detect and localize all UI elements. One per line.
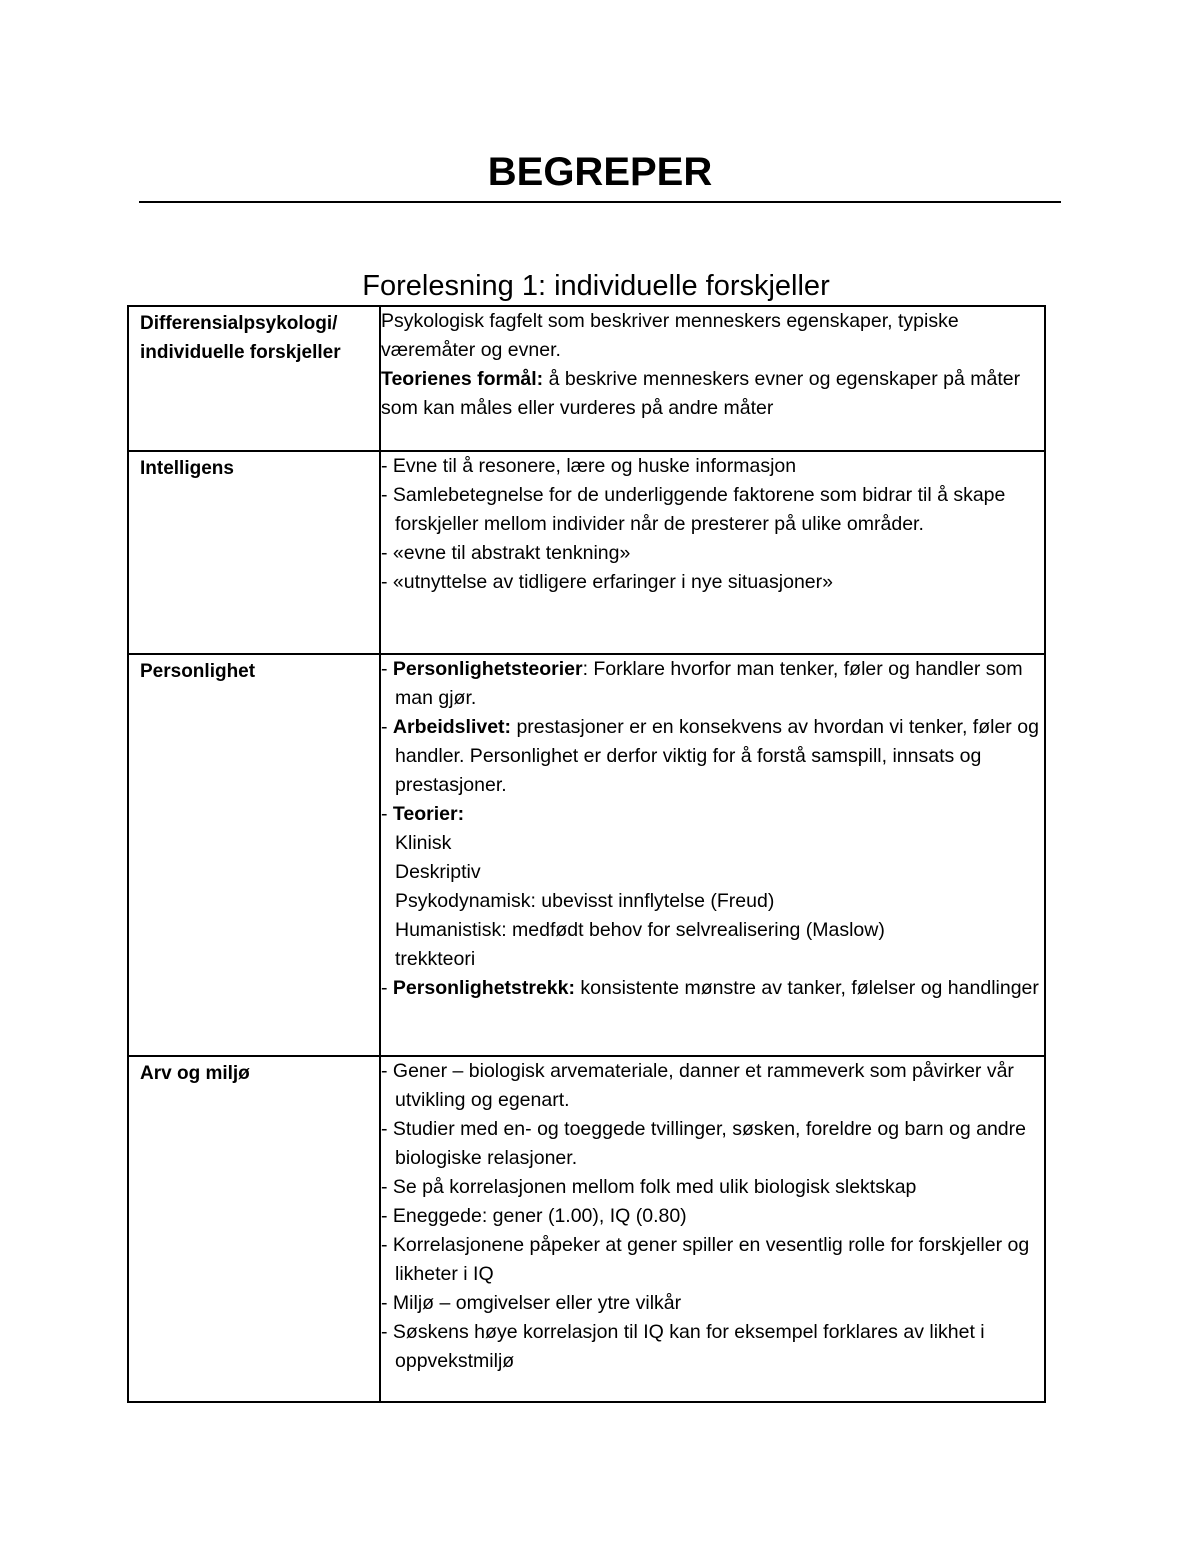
definition-cell (380, 306, 1045, 451)
term-label: Personlighet (140, 661, 256, 682)
definition-cell (380, 451, 1045, 654)
document-title: BEGREPER (487, 150, 713, 194)
definition-text: å beskrive menneskers evner og egenskaper på måter som kan måles eller vurderes på andre måter (381, 368, 1021, 419)
title-underline (139, 201, 1061, 203)
bullet-item: - Miljø – omgivelser eller ytre vilkår (381, 1292, 682, 1314)
bullet-item: - Personlighetstrekk: konsistente mønstre av tanker, følelser og handlinger (381, 977, 1039, 999)
bullet-text: konsistente mønstre av tanker, følelser og handlinger (574, 977, 1039, 999)
term-cell (128, 306, 380, 451)
bullet-item: - Personlighetsteorier: Forklare hvorfor man tenker, føler og handler som man gjør. (381, 658, 1023, 709)
table-row (128, 654, 1045, 1056)
term-cell (128, 654, 380, 1056)
table-row (128, 1056, 1045, 1402)
definition-cell (380, 654, 1045, 1056)
term-label: Arv og miljø (140, 1063, 250, 1084)
lecture-subtitle: Forelesning 1: individuelle forskjeller (362, 270, 830, 302)
term-label: Intelligens (140, 458, 234, 479)
definition-text (381, 365, 1044, 423)
bullet-item: - Eneggede: gener (1.00), IQ (0.80) (381, 1205, 687, 1227)
bullet-item: - Arbeidslivet: prestasjoner er en konsekvens av hvordan vi tenker, føler og handler. Personlighet er derfor viktig for å forstå samspill, innsats og prestasjoner. (381, 716, 1039, 796)
definition-cell (380, 1056, 1045, 1402)
bullet-item: - «evne til abstrakt tenkning» (381, 542, 631, 564)
definition-text: Psykologisk fagfelt som beskriver menneskers egenskaper, typiske væremåter og evner. (381, 310, 959, 361)
bullet-item: - Studier med en- og toeggede tvillinger, søsken, foreldre og barn og andre biologiske relasjoner. (381, 1118, 1026, 1169)
bold-label: Teorienes formål: (381, 368, 544, 390)
bullet-item: - Evne til å resonere, lære og huske informasjon (381, 455, 797, 477)
bold-label: Personlighetstrekk: (392, 977, 575, 999)
term-cell (128, 1056, 380, 1402)
bullet-item: - Gener – biologisk arvemateriale, danner et rammeverk som påvirker vår utvikling og egenart. (381, 1060, 1014, 1111)
theory-item: Deskriptiv (395, 861, 481, 883)
theory-item: Klinisk (395, 832, 452, 854)
table-row (128, 306, 1045, 451)
bold-label: Teorier: (392, 803, 465, 825)
theory-item: Humanistisk: medfødt behov for selvrealisering (Maslow) (395, 919, 885, 941)
bullet-item: - «utnyttelse av tidligere erfaringer i nye situasjoner» (381, 571, 833, 593)
theory-item: trekkteori (395, 948, 476, 970)
bullet-item: - Korrelasjonene påpeker at gener spiller en vesentlig rolle for forskjeller og likheter i IQ (381, 1234, 1030, 1285)
bullet-text: prestasjoner er en konsekvens av hvordan vi tenker, føler og handler. Personlighet er derfor viktig for å forstå samspill, innsats og prestasjoner. (395, 716, 1039, 796)
table-row (128, 451, 1045, 654)
bullet-text: : Forklare hvorfor man tenker, føler og handler som man gjør. (395, 658, 1023, 709)
bullet-item: - Teorier: (381, 803, 465, 825)
theory-item: Psykodynamisk: ubevisst innflytelse (Freud) (395, 890, 775, 912)
terms-table (127, 305, 1046, 1403)
bullet-item: - Søskens høye korrelasjon til IQ kan for eksempel forklares av likhet i oppvekstmiljø (381, 1321, 985, 1372)
bullet-item: - Se på korrelasjonen mellom folk med ulik biologisk slektskap (381, 1176, 917, 1198)
bold-label: Arbeidslivet: (392, 716, 512, 738)
term-label: Differensialpsykologi/ individuelle forskjeller (140, 313, 341, 363)
term-cell (128, 451, 380, 654)
bullet-item: - Samlebetegnelse for de underliggende faktorene som bidrar til å skape forskjeller mellom individer når de presterer på ulike områder. (381, 484, 1006, 535)
bold-label: Personlighetsteorier (392, 658, 583, 680)
